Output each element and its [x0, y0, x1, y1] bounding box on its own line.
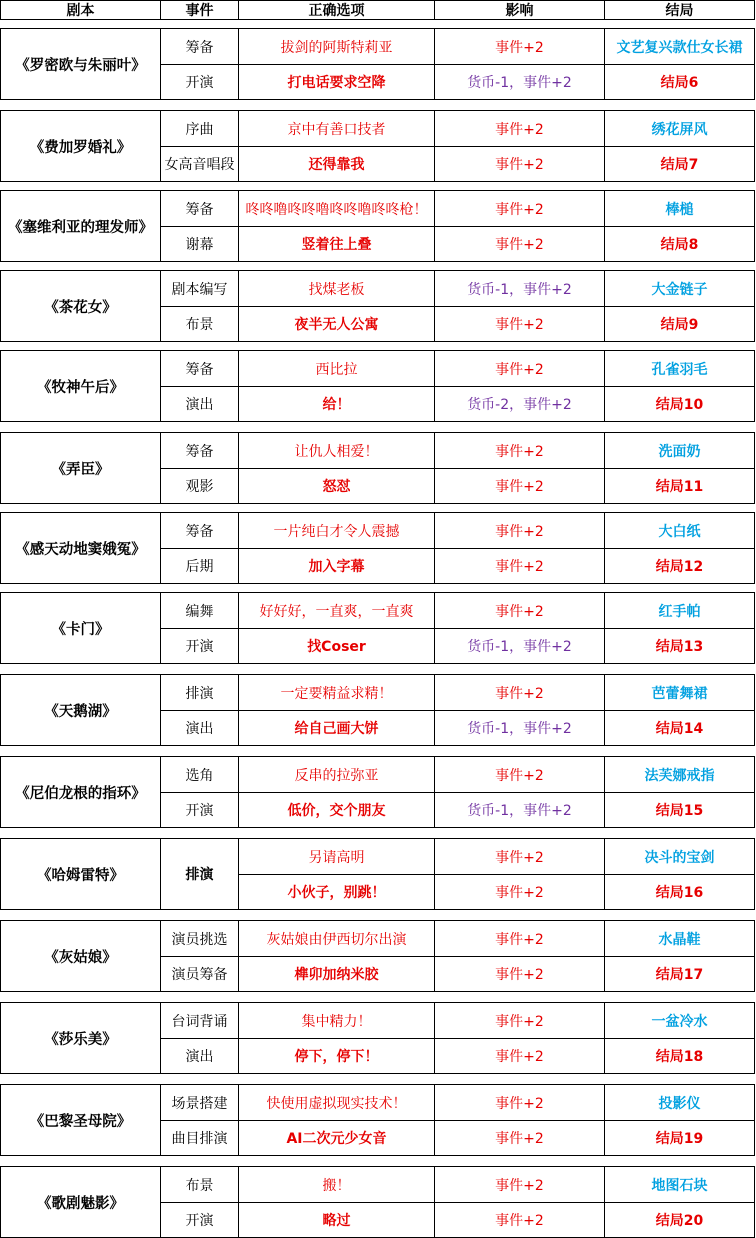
- result-cell: 结局6: [604, 64, 755, 100]
- option-cell: 给自己画大饼: [238, 710, 435, 746]
- event-cell: 谢幕: [160, 226, 239, 262]
- effect-cell: 事件+2: [434, 1002, 605, 1039]
- result-cell: 孔雀羽毛: [604, 350, 755, 387]
- effect-cell: 事件+2: [434, 350, 605, 387]
- play-title: 《卡门》: [0, 592, 161, 664]
- table-row-group: [0, 28, 755, 100]
- result-cell: 结局14: [604, 710, 755, 746]
- effect-cell: 事件+2: [434, 1202, 605, 1238]
- effect-cell: 事件+2: [434, 28, 605, 65]
- table-row-group: [0, 920, 755, 992]
- table-row-group: [0, 270, 755, 342]
- result-cell: 结局20: [604, 1202, 755, 1238]
- play-title: 《茶花女》: [0, 270, 161, 342]
- option-cell: 西比拉: [238, 350, 435, 387]
- event-cell: 排演: [160, 838, 239, 910]
- play-title: 《塞维利亚的理发师》: [0, 190, 161, 262]
- table-row-group: [0, 110, 755, 182]
- option-cell: 一片纯白才令人震撼: [238, 512, 435, 549]
- option-cell: 夜半无人公寓: [238, 306, 435, 342]
- table-row-group: [0, 1002, 755, 1074]
- header-play: 剧本: [0, 0, 161, 20]
- option-cell: 竖着往上叠: [238, 226, 435, 262]
- result-cell: 结局10: [604, 386, 755, 422]
- effect-cell: 事件+2: [434, 512, 605, 549]
- effect-cell: 事件+2: [434, 756, 605, 793]
- event-cell: 剧本编写: [160, 270, 239, 307]
- result-cell: 水晶鞋: [604, 920, 755, 957]
- event-cell: 后期: [160, 548, 239, 584]
- option-cell: 反串的拉弥亚: [238, 756, 435, 793]
- play-title: 《天鹅湖》: [0, 674, 161, 746]
- result-cell: 文艺复兴款仕女长裙: [604, 28, 755, 65]
- effect-cell: 事件+2: [434, 306, 605, 342]
- effect-cell: 事件+2: [434, 838, 605, 875]
- event-cell: 筹备: [160, 432, 239, 469]
- option-cell: 低价，交个朋友: [238, 792, 435, 828]
- effect-cell: 事件+2: [434, 432, 605, 469]
- effect-cell: 事件+2: [434, 592, 605, 629]
- play-title: 《哈姆雷特》: [0, 838, 161, 910]
- event-cell: 演员筹备: [160, 956, 239, 992]
- event-cell: 筹备: [160, 512, 239, 549]
- table-row-group: [0, 1166, 755, 1238]
- result-cell: 结局18: [604, 1038, 755, 1074]
- effect-cell: 事件+2: [434, 956, 605, 992]
- option-cell: 加入字幕: [238, 548, 435, 584]
- option-cell: 灰姑娘由伊西切尔出演: [238, 920, 435, 957]
- option-cell: 打电话要求空降: [238, 64, 435, 100]
- result-cell: 洗面奶: [604, 432, 755, 469]
- option-cell: 小伙子，别跳！: [238, 874, 435, 910]
- effect-cell: 事件+2: [434, 1166, 605, 1203]
- result-cell: 法芙娜戒指: [604, 756, 755, 793]
- header-result: 结局: [604, 0, 755, 20]
- effect-cell: 事件+2: [434, 920, 605, 957]
- effect-cell: 事件+2: [434, 468, 605, 504]
- option-cell: 停下，停下！: [238, 1038, 435, 1074]
- result-cell: 结局12: [604, 548, 755, 584]
- event-cell: 布景: [160, 306, 239, 342]
- effect-cell: 货币-1，事件+2: [434, 64, 605, 100]
- effect-cell: 事件+2: [434, 674, 605, 711]
- result-cell: 结局17: [604, 956, 755, 992]
- effect-cell: 事件+2: [434, 548, 605, 584]
- event-cell: 排演: [160, 674, 239, 711]
- option-cell: 找Coser: [238, 628, 435, 664]
- effect-cell: 事件+2: [434, 190, 605, 227]
- effect-cell: 货币-1，事件+2: [434, 270, 605, 307]
- event-cell: 序曲: [160, 110, 239, 147]
- effect-cell: 事件+2: [434, 1038, 605, 1074]
- table-row-group: [0, 1084, 755, 1156]
- event-cell: 演员挑选: [160, 920, 239, 957]
- event-cell: 筹备: [160, 28, 239, 65]
- effect-cell: 事件+2: [434, 1120, 605, 1156]
- event-cell: 台词背诵: [160, 1002, 239, 1039]
- table-header: [0, 0, 755, 20]
- option-cell: 搬！: [238, 1166, 435, 1203]
- event-cell: 开演: [160, 64, 239, 100]
- event-cell: 演出: [160, 1038, 239, 1074]
- result-cell: 大金链子: [604, 270, 755, 307]
- option-cell: 榫卯加纳米胶: [238, 956, 435, 992]
- option-cell: 集中精力！: [238, 1002, 435, 1039]
- event-cell: 场景搭建: [160, 1084, 239, 1121]
- option-cell: 咚咚噜咚咚噜咚咚噜咚咚枪！: [238, 190, 435, 227]
- result-cell: 结局13: [604, 628, 755, 664]
- effect-cell: 货币-1，事件+2: [434, 710, 605, 746]
- play-title: 《弄臣》: [0, 432, 161, 504]
- result-cell: 投影仪: [604, 1084, 755, 1121]
- effect-cell: 货币-2，事件+2: [434, 386, 605, 422]
- option-cell: 拔剑的阿斯特莉亚: [238, 28, 435, 65]
- effect-cell: 事件+2: [434, 226, 605, 262]
- event-cell: 编舞: [160, 592, 239, 629]
- option-cell: 让仇人相爱！: [238, 432, 435, 469]
- result-cell: 结局9: [604, 306, 755, 342]
- play-title: 《莎乐美》: [0, 1002, 161, 1074]
- event-cell: 曲目排演: [160, 1120, 239, 1156]
- result-cell: 决斗的宝剑: [604, 838, 755, 875]
- event-cell: 开演: [160, 628, 239, 664]
- play-title: 《歌剧魅影》: [0, 1166, 161, 1238]
- result-cell: 一盆冷水: [604, 1002, 755, 1039]
- effect-cell: 事件+2: [434, 874, 605, 910]
- table-row-group: [0, 674, 755, 746]
- effect-cell: 事件+2: [434, 146, 605, 182]
- event-cell: 演出: [160, 710, 239, 746]
- table-row-group: [0, 756, 755, 828]
- play-title: 《巴黎圣母院》: [0, 1084, 161, 1156]
- result-cell: 红手帕: [604, 592, 755, 629]
- option-cell: 找煤老板: [238, 270, 435, 307]
- play-title: 《尼伯龙根的指环》: [0, 756, 161, 828]
- result-cell: 芭蕾舞裙: [604, 674, 755, 711]
- effect-cell: 货币-1，事件+2: [434, 792, 605, 828]
- option-cell: 另请高明: [238, 838, 435, 875]
- event-cell: 演出: [160, 386, 239, 422]
- result-cell: 结局11: [604, 468, 755, 504]
- play-title: 《感天动地窦娥冤》: [0, 512, 161, 584]
- option-cell: 略过: [238, 1202, 435, 1238]
- option-cell: 还得靠我: [238, 146, 435, 182]
- result-cell: 结局8: [604, 226, 755, 262]
- option-cell: 给！: [238, 386, 435, 422]
- result-cell: 棒槌: [604, 190, 755, 227]
- result-cell: 结局16: [604, 874, 755, 910]
- result-cell: 结局7: [604, 146, 755, 182]
- play-title: 《牧神午后》: [0, 350, 161, 422]
- table-row-group: [0, 432, 755, 504]
- result-cell: 地图石块: [604, 1166, 755, 1203]
- event-cell: 选角: [160, 756, 239, 793]
- result-cell: 结局15: [604, 792, 755, 828]
- option-cell: 一定要精益求精！: [238, 674, 435, 711]
- header-event: 事件: [160, 0, 239, 20]
- table-row-group: [0, 592, 755, 664]
- option-cell: 京中有善口技者: [238, 110, 435, 147]
- play-title: 《费加罗婚礼》: [0, 110, 161, 182]
- option-cell: 怒怼: [238, 468, 435, 504]
- option-cell: 好好好，一直爽，一直爽: [238, 592, 435, 629]
- header-effect: 影响: [434, 0, 605, 20]
- effect-cell: 货币-1，事件+2: [434, 628, 605, 664]
- option-cell: AI二次元少女音: [238, 1120, 435, 1156]
- play-title: 《灰姑娘》: [0, 920, 161, 992]
- effect-cell: 事件+2: [434, 1084, 605, 1121]
- event-cell: 筹备: [160, 350, 239, 387]
- result-cell: 绣花屏风: [604, 110, 755, 147]
- event-cell: 筹备: [160, 190, 239, 227]
- event-cell: 布景: [160, 1166, 239, 1203]
- result-cell: 大白纸: [604, 512, 755, 549]
- event-cell: 开演: [160, 1202, 239, 1238]
- table-row-group: [0, 350, 755, 422]
- play-title: 《罗密欧与朱丽叶》: [0, 28, 161, 100]
- table-row-group: [0, 190, 755, 262]
- header-option: 正确选项: [238, 0, 435, 20]
- table-row-group: [0, 512, 755, 584]
- event-cell: 开演: [160, 792, 239, 828]
- event-cell: 观影: [160, 468, 239, 504]
- event-cell: 女高音唱段: [160, 146, 239, 182]
- option-cell: 快使用虚拟现实技术！: [238, 1084, 435, 1121]
- result-cell: 结局19: [604, 1120, 755, 1156]
- effect-cell: 事件+2: [434, 110, 605, 147]
- table-row-group: [0, 838, 755, 910]
